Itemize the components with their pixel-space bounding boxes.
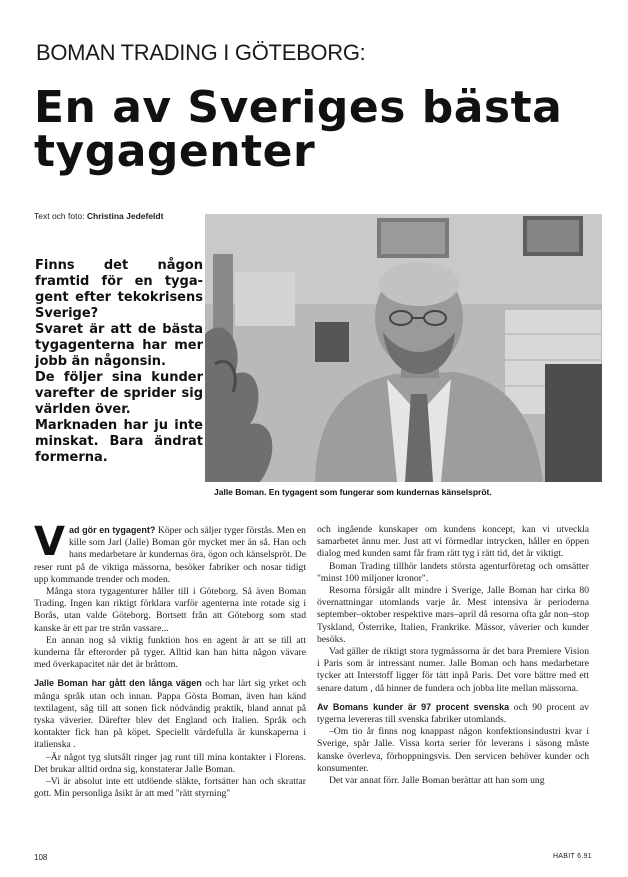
photo-caption: Jalle Boman. En tygagent som fungerar som kundernas känselspröt.: [214, 487, 492, 497]
intro-text: Köper och säljer tyger förstås. Men en kille som Jarl (Jalle) Boman gör mycket mer än så. Han och hans medarbetare är kundernas öra, ögon och känselspröt. De reser runt på de viktiga mässorna, besöker fabriker och nosar tidigt upp kommande trender och moden.: [34, 525, 306, 585]
body-paragraph: –Vi är absolut inte ett utdöende släkte, fortsätter han och skrattar gott. Min personliga åsikt är att med "rätt styrning": [34, 776, 306, 800]
article-column-left: [34, 519, 306, 800]
byline-author: Christina Jedefeldt: [86, 211, 164, 221]
headline-line-1: En av Sveriges bästa: [34, 82, 563, 133]
body-paragraph: Vad gäller de riktigt stora tygmässorna är det bara Premiere Vision i Paris som är intressant numer. Jalle Boman och hans medarbetare tycker att Interstoff ligger för tätt inpå Paris. Det vore bättre med ett senare datum , då hinner de fundera och jobba lite mellan mässorna.: [317, 646, 589, 694]
body-paragraph: [34, 677, 306, 751]
headline: [34, 82, 594, 177]
kicker: BOMAN TRADING I GÖTEBORG:: [36, 40, 366, 65]
article-column-right: [317, 524, 589, 787]
body-paragraph: –Är något tyg slutsålt ringer jag runt till mina kontakter i Florens. Det brukar alltid ordna sig, konstaterar Jalle Boman.: [34, 751, 306, 775]
body-paragraph: Resorna försigår allt mindre i Sverige, Jalle Boman har cirka 80 övernattningar utomlands varje år. Mest intensiva är perioderna september–oktober respektive mars–april då resorna ofta går non–stop Tyskland, Österrike, Italien, Frankrike. Mässor, väverier och kunder besöks.: [317, 585, 589, 645]
body-paragraph: En annan nog så viktig funktion hos en agent är att se till att kunderna får efterorder på tyger. Alltid kan han hitta någon vävare med överkapacitet när det är bråttom.: [34, 634, 306, 671]
subhead-run-in: Jalle Boman har gått den långa vägen: [34, 678, 202, 689]
body-paragraph: och ingående kunskaper om kundens koncept, kan vi utveckla samarbetet ännu mer. Just att vi förmedlar intrycken, håller en öppen dialog med kunden samt får fram rätt tyg i rätt tid, det är viktigt.: [317, 524, 589, 560]
body-text: och har lärt sig yrket och många språk utan och innan. Pappa Gösta Boman, även han känd textilagent, såg till att sonen fick nödvändig praktik, bland annat på tyska väverier. Därefter blev det England och Italien. Språk och kontakter fick han på köpet. Speciellt värdefulla är kunskaperna i italienska .: [34, 678, 306, 751]
body-paragraph: Det var annat förr. Jalle Boman berättar att han som ung: [329, 775, 545, 787]
byline-prefix: Text och foto:: [34, 211, 87, 221]
lede-sentence: Marknaden har ju inte minskat. Bara ändrat formerna.: [35, 418, 203, 465]
body-text: och 90 procent av tygerna levereras till svenska fabriker utomlands.: [317, 701, 589, 726]
byline: [34, 211, 163, 221]
lede-sentence: Finns det någon framtid för en tygagent efter tekokrisens Sverige?: [35, 258, 203, 321]
body-paragraph: [317, 701, 589, 726]
portrait-photo: [205, 214, 602, 482]
subhead-run-in: Av Bomans kunder är 97 procent svenska: [317, 701, 510, 712]
intro-run-in: ad gör en tygagent?: [68, 525, 156, 535]
article-intro-paragraph: [34, 519, 306, 586]
headline-line-2: tygagenter: [34, 126, 316, 177]
body-paragraph: Många stora tygagenturer håller till i Göteborg. Så även Boman Trading. Ingen kan riktigt förklara varför agenterna inte rotade sig i Borås, utan valde Göteborg. Bortsett från att Göteborg som stad kanske är ett par tre strån vassare...: [34, 586, 306, 634]
page-number: 108: [34, 853, 48, 862]
drop-cap: V: [34, 519, 65, 565]
body-paragraph: –Om tio år finns nog knappast någon konfektionsindustri kvar i Sverige, spår Jalle. Vissa korta serier för leverans i säsong måste kanske överleva, förhoppningsvis. Den servicen behöver kunder och konsumenter.: [317, 726, 589, 774]
lede-sentence: Svaret är att de bästa tygagenterna har mer jobb än någonsin.: [35, 322, 203, 369]
portrait-photo-illustration: [205, 214, 602, 482]
lede: [35, 258, 203, 466]
lede-sentence: De följer sina kunder varefter de sprider sig världen över.: [35, 370, 203, 417]
body-paragraph: Boman Trading tillhör landets största agenturföretag och omsätter "minst 100 miljoner kronor".: [317, 560, 589, 584]
magazine-folio: HABIT 6.91: [552, 853, 592, 860]
